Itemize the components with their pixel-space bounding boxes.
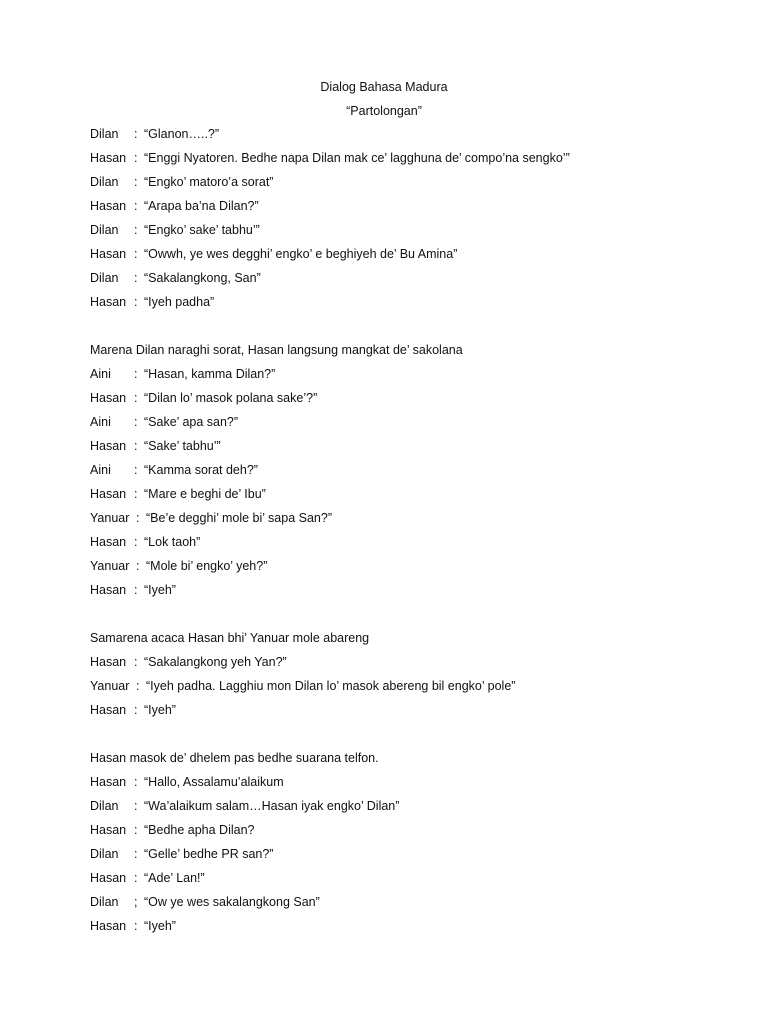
- speaker-separator: :: [134, 871, 138, 885]
- dialog-text: “Owwh, ye wes degghi’ engko’ e beghiyeh de’ Bu Amina”: [144, 247, 458, 261]
- dialog-text: “Iyeh”: [144, 919, 176, 933]
- narration-line: Hasan masok de’ dhelem pas bedhe suarana telfon.: [90, 751, 379, 765]
- dialog-line: [90, 150, 730, 174]
- dialog-line: [90, 174, 730, 198]
- narration-line: Marena Dilan naraghi sorat, Hasan langsung mangkat de’ sakolana: [90, 343, 463, 357]
- dialog-line: [90, 870, 730, 894]
- dialog-line: [90, 846, 730, 870]
- dialog-text: “Gelle’ bedhe PR san?”: [144, 847, 274, 861]
- speaker-separator: :: [134, 799, 138, 813]
- speaker-name: Yanuar: [90, 559, 130, 573]
- speaker-separator: :: [134, 223, 138, 237]
- dialog-line: [90, 798, 730, 822]
- speaker-separator: :: [136, 559, 140, 573]
- dialog-text: “Bedhe apha Dilan?: [144, 823, 255, 837]
- dialog-text: “Kamma sorat deh?”: [144, 463, 258, 477]
- dialog-line: [90, 510, 730, 534]
- dialog-text: “Glanon…..?”: [144, 127, 220, 141]
- speaker-name: Dilan: [90, 847, 119, 861]
- speaker-name: Hasan: [90, 655, 127, 669]
- speaker-separator: :: [134, 463, 138, 477]
- dialog-text: “Hasan, kamma Dilan?”: [144, 367, 276, 381]
- speaker-separator: :: [136, 511, 140, 525]
- speaker-separator: :: [136, 679, 140, 693]
- dialog-text: “Sake’ apa san?”: [144, 415, 239, 429]
- speaker-separator: :: [134, 151, 138, 165]
- speaker-name: Hasan: [90, 391, 127, 405]
- narration-line: Samarena acaca Hasan bhi’ Yanuar mole abareng: [90, 631, 370, 645]
- dialog-text: “Iyeh padha. Lagghiu mon Dilan lo’ masok abereng bil engko’ pole”: [146, 679, 516, 693]
- blank-line: [90, 606, 730, 630]
- dialog-text: “Ade’ Lan!”: [144, 871, 205, 885]
- dialog-text: “Iyeh”: [144, 703, 176, 717]
- dialog-text: “Iyeh padha”: [144, 295, 215, 309]
- speaker-name: Dilan: [90, 127, 119, 141]
- speaker-separator: :: [134, 391, 138, 405]
- dialog-line: [90, 246, 730, 270]
- dialog-line: [90, 774, 730, 798]
- dialog-line: [90, 366, 730, 390]
- speaker-separator: :: [134, 199, 138, 213]
- dialog-text: “Sakalangkong, San”: [144, 271, 261, 285]
- dialog-line: [90, 534, 730, 558]
- speaker-name: Aini: [90, 463, 111, 477]
- dialog-text: “Engko’ sake’ tabhu’”: [144, 223, 260, 237]
- speaker-separator: :: [134, 919, 138, 933]
- speaker-name: Hasan: [90, 439, 127, 453]
- speaker-name: Hasan: [90, 775, 127, 789]
- dialog-line: [90, 270, 730, 294]
- speaker-separator: :: [134, 775, 138, 789]
- speaker-separator: :: [134, 535, 138, 549]
- speaker-name: Hasan: [90, 247, 127, 261]
- dialog-line: [90, 414, 730, 438]
- speaker-name: Aini: [90, 415, 111, 429]
- dialog-line: [90, 918, 730, 942]
- dialog-text: “Enggi Nyatoren. Bedhe napa Dilan mak ce’ lagghuna de’ compo’na sengko’”: [144, 151, 570, 165]
- dialog-text: “Mare e beghi de’ Ibu”: [144, 487, 266, 501]
- dialog-text: “Sake’ tabhu’”: [144, 439, 221, 453]
- dialog-text: “Sakalangkong yeh Yan?”: [144, 655, 287, 669]
- dialog-text: “Lok taoh”: [144, 535, 201, 549]
- document-title: Dialog Bahasa Madura: [320, 80, 448, 94]
- blank-line: [90, 726, 730, 750]
- dialog-line: [90, 894, 730, 918]
- dialog-line: [90, 294, 730, 318]
- speaker-name: Hasan: [90, 583, 127, 597]
- speaker-separator: :: [134, 175, 138, 189]
- dialog-line: [90, 822, 730, 846]
- speaker-name: Hasan: [90, 295, 127, 309]
- dialog-line: [90, 198, 730, 222]
- dialog-text: “Engko’ matoro’a sorat”: [144, 175, 274, 189]
- dialog-line: [90, 654, 730, 678]
- speaker-name: Dilan: [90, 271, 119, 285]
- speaker-separator: ;: [134, 895, 138, 909]
- speaker-name: Hasan: [90, 535, 127, 549]
- dialog-line: [90, 126, 730, 150]
- dialog-line: [90, 222, 730, 246]
- speaker-separator: :: [134, 847, 138, 861]
- speaker-name: Dilan: [90, 799, 119, 813]
- speaker-name: Hasan: [90, 199, 127, 213]
- speaker-name: Yanuar: [90, 511, 130, 525]
- speaker-separator: :: [134, 439, 138, 453]
- dialog-text: “Be’e degghi’ mole bi’ sapa San?”: [146, 511, 332, 525]
- speaker-name: Dilan: [90, 223, 119, 237]
- document-subtitle: “Partolongan”: [346, 104, 422, 118]
- dialog-text: “Dilan lo’ masok polana sake’?”: [144, 391, 318, 405]
- speaker-separator: :: [134, 415, 138, 429]
- speaker-name: Aini: [90, 367, 111, 381]
- dialog-line: [90, 438, 730, 462]
- dialog-line: [90, 678, 730, 702]
- speaker-separator: :: [134, 703, 138, 717]
- speaker-name: Yanuar: [90, 679, 130, 693]
- dialog-line: [90, 702, 730, 726]
- dialog-line: [90, 486, 730, 510]
- speaker-separator: :: [134, 247, 138, 261]
- speaker-separator: :: [134, 487, 138, 501]
- dialog-line: [90, 558, 730, 582]
- speaker-separator: :: [134, 295, 138, 309]
- dialog-line: [90, 390, 730, 414]
- speaker-separator: :: [134, 823, 138, 837]
- speaker-name: Dilan: [90, 895, 119, 909]
- dialog-text: “Mole bi’ engko’ yeh?”: [146, 559, 268, 573]
- speaker-name: Hasan: [90, 151, 127, 165]
- speaker-separator: :: [134, 271, 138, 285]
- dialog-line: [90, 582, 730, 606]
- dialog-text: “Iyeh”: [144, 583, 176, 597]
- speaker-separator: :: [134, 655, 138, 669]
- speaker-name: Hasan: [90, 871, 127, 885]
- speaker-name: Dilan: [90, 175, 119, 189]
- speaker-name: Hasan: [90, 703, 127, 717]
- speaker-separator: :: [134, 583, 138, 597]
- dialog-text: “Ow ye wes sakalangkong San”: [144, 895, 320, 909]
- speaker-separator: :: [134, 127, 138, 141]
- speaker-name: Hasan: [90, 919, 127, 933]
- speaker-name: Hasan: [90, 823, 127, 837]
- speaker-name: Hasan: [90, 487, 127, 501]
- dialog-text: “Arapa ba’na Dilan?”: [144, 199, 259, 213]
- speaker-separator: :: [134, 367, 138, 381]
- dialog-text: “Hallo, Assalamu’alaikum: [144, 775, 284, 789]
- dialog-body: [90, 126, 730, 942]
- blank-line: [90, 318, 730, 342]
- dialog-text: “Wa’alaikum salam…Hasan iyak engko’ Dilan”: [144, 799, 400, 813]
- dialog-line: [90, 462, 730, 486]
